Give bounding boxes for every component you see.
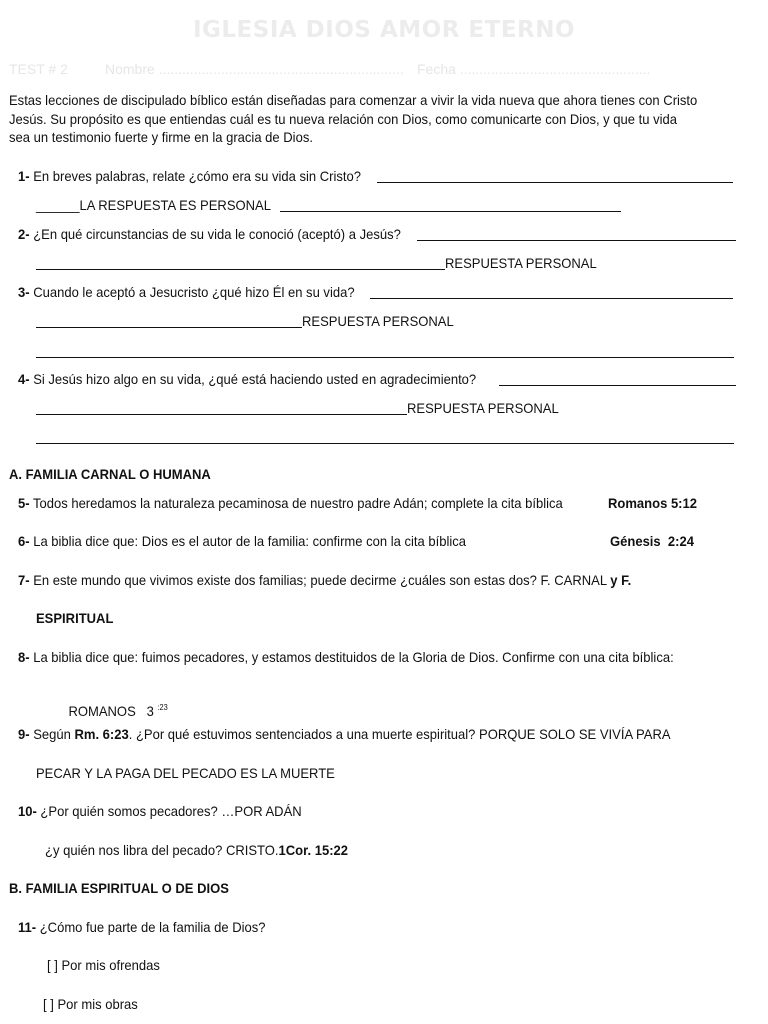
answer-7-continued: ESPIRITUAL <box>36 610 114 626</box>
answer-6: Génesis 2:24 <box>610 533 694 549</box>
answer-3: RESPUESTA PERSONAL <box>302 313 454 329</box>
bible-reference: 1Cor. 15:22 <box>278 842 349 858</box>
question-text: Cuando le aceptó a Jesucristo ¿qué hizo Él en su vida? <box>33 284 355 300</box>
question-number: 11- <box>18 919 37 935</box>
answer-line[interactable] <box>36 269 445 270</box>
question-number: 4- <box>18 371 30 387</box>
intro-paragraph: Estas lecciones de discipulado bíblico están diseñadas para comenzar a vivir la vida nueva que ahora tienes con Cristo Jesús. Su propósito es que entiendas cuál es tu nueva relación con Dios, como comunicarte con Dios, y que tu vida sea un testimonio fuerte y firme en la gracia de Dios. <box>9 92 698 145</box>
question-text: En breves palabras, relate ¿cómo era su vida sin Cristo? <box>33 168 362 184</box>
question-10-part-2: ¿y quién nos libra del pecado? CRISTO.1Cor. 15:22 <box>45 842 349 858</box>
section-b-heading: B. FAMILIA ESPIRITUAL O DE DIOS <box>9 880 229 896</box>
question-text: . ¿Por qué estuvimos sentenciados a una muerte espiritual? PORQUE SOLO SE VIVÍA PARA <box>128 726 671 742</box>
question-5 <box>18 495 563 511</box>
date-dots: ................................................. <box>459 61 651 77</box>
question-number: 8- <box>18 649 30 665</box>
question-9: 9- Según Rm. 6:23. ¿Por qué estuvimos sentenciados a una muerte espiritual? PORQUE SOLO SE VIVÍA PARA <box>18 726 671 742</box>
name-label: Nombre <box>105 61 155 77</box>
question-number: 10- <box>18 803 37 819</box>
question-text: La biblia dice que: Dios es el autor de la familia: confirme con la cita bíblica <box>33 533 466 549</box>
question-number: 1- <box>18 168 30 184</box>
answer-2: RESPUESTA PERSONAL <box>445 255 597 271</box>
answer-4: RESPUESTA PERSONAL <box>407 400 559 416</box>
question-text: ¿Por quién somos pecadores? …POR ADÁN <box>40 803 302 819</box>
question-text: Todos heredamos la naturaleza pecaminosa de nuestro padre Adán; complete la cita bíblica <box>32 495 563 511</box>
question-1 <box>18 168 361 184</box>
answer-text: LA RESPUESTA ES PERSONAL <box>79 197 271 213</box>
question-11 <box>18 919 266 935</box>
question-text: ¿En qué circunstancias de su vida le conoció (aceptó) a Jesús? <box>33 226 401 242</box>
name-dots: ............................................................... <box>158 61 404 77</box>
question-4 <box>18 371 476 387</box>
question-8 <box>18 649 674 665</box>
question-number: 3- <box>18 284 30 300</box>
question-number: 9- <box>18 726 30 742</box>
church-title: IGLESIA DIOS AMOR ETERNO <box>192 17 576 43</box>
question-number: 6- <box>18 533 30 549</box>
date-field[interactable] <box>417 61 650 77</box>
option-checkbox[interactable]: [ ] Por mis obras <box>43 996 138 1012</box>
answer-5: Romanos 5:12 <box>608 495 698 511</box>
question-number: 7- <box>18 572 30 588</box>
bible-reference: Rm. 6:23 <box>74 726 129 742</box>
answer-line[interactable] <box>377 182 733 183</box>
option-checkbox[interactable]: [ ] Por mis ofrendas <box>47 957 160 973</box>
answer-line[interactable] <box>36 357 734 358</box>
question-number: 5- <box>18 495 30 511</box>
question-2 <box>18 226 401 242</box>
question-text: ¿Cómo fue parte de la familia de Dios? <box>39 919 266 935</box>
question-number: 2- <box>18 226 30 242</box>
question-10 <box>18 803 302 819</box>
date-label: Fecha <box>417 61 456 77</box>
section-a-heading: A. FAMILIA CARNAL O HUMANA <box>9 466 211 482</box>
answer-line[interactable] <box>36 414 407 415</box>
answer-line[interactable] <box>370 298 733 299</box>
question-6 <box>18 533 466 549</box>
answer-line[interactable] <box>36 443 734 444</box>
question-3 <box>18 284 355 300</box>
answer-9-continued: PECAR Y LA PAGA DEL PECADO ES LA MUERTE <box>36 765 335 781</box>
answer-line[interactable] <box>36 327 302 328</box>
question-text: La biblia dice que: fuimos pecadores, y estamos destituidos de la Gloria de Dios. Confirme con una cita bíblica: <box>33 649 674 665</box>
question-text: Si Jesús hizo algo en su vida, ¿qué está haciendo usted en agradecimiento? <box>33 371 477 387</box>
answer-1: ______LA RESPUESTA ES PERSONAL <box>36 197 271 213</box>
answer-line[interactable] <box>280 211 621 212</box>
answer-line[interactable] <box>499 385 736 386</box>
test-label: TEST # 2 <box>9 61 68 77</box>
question-text: En este mundo que vivimos existe dos familias; puede decirme ¿cuáles son estas dos? F. CARNAL <box>33 572 607 588</box>
answer-line[interactable] <box>417 240 736 241</box>
question-7: 7- En este mundo que vivimos existe dos familias; puede decirme ¿cuáles son estas dos? F. CARNAL y F. <box>18 572 632 588</box>
answer-8: ROMANOS 3 $^{:23}$ <box>68 703 168 719</box>
name-field[interactable] <box>105 61 404 77</box>
